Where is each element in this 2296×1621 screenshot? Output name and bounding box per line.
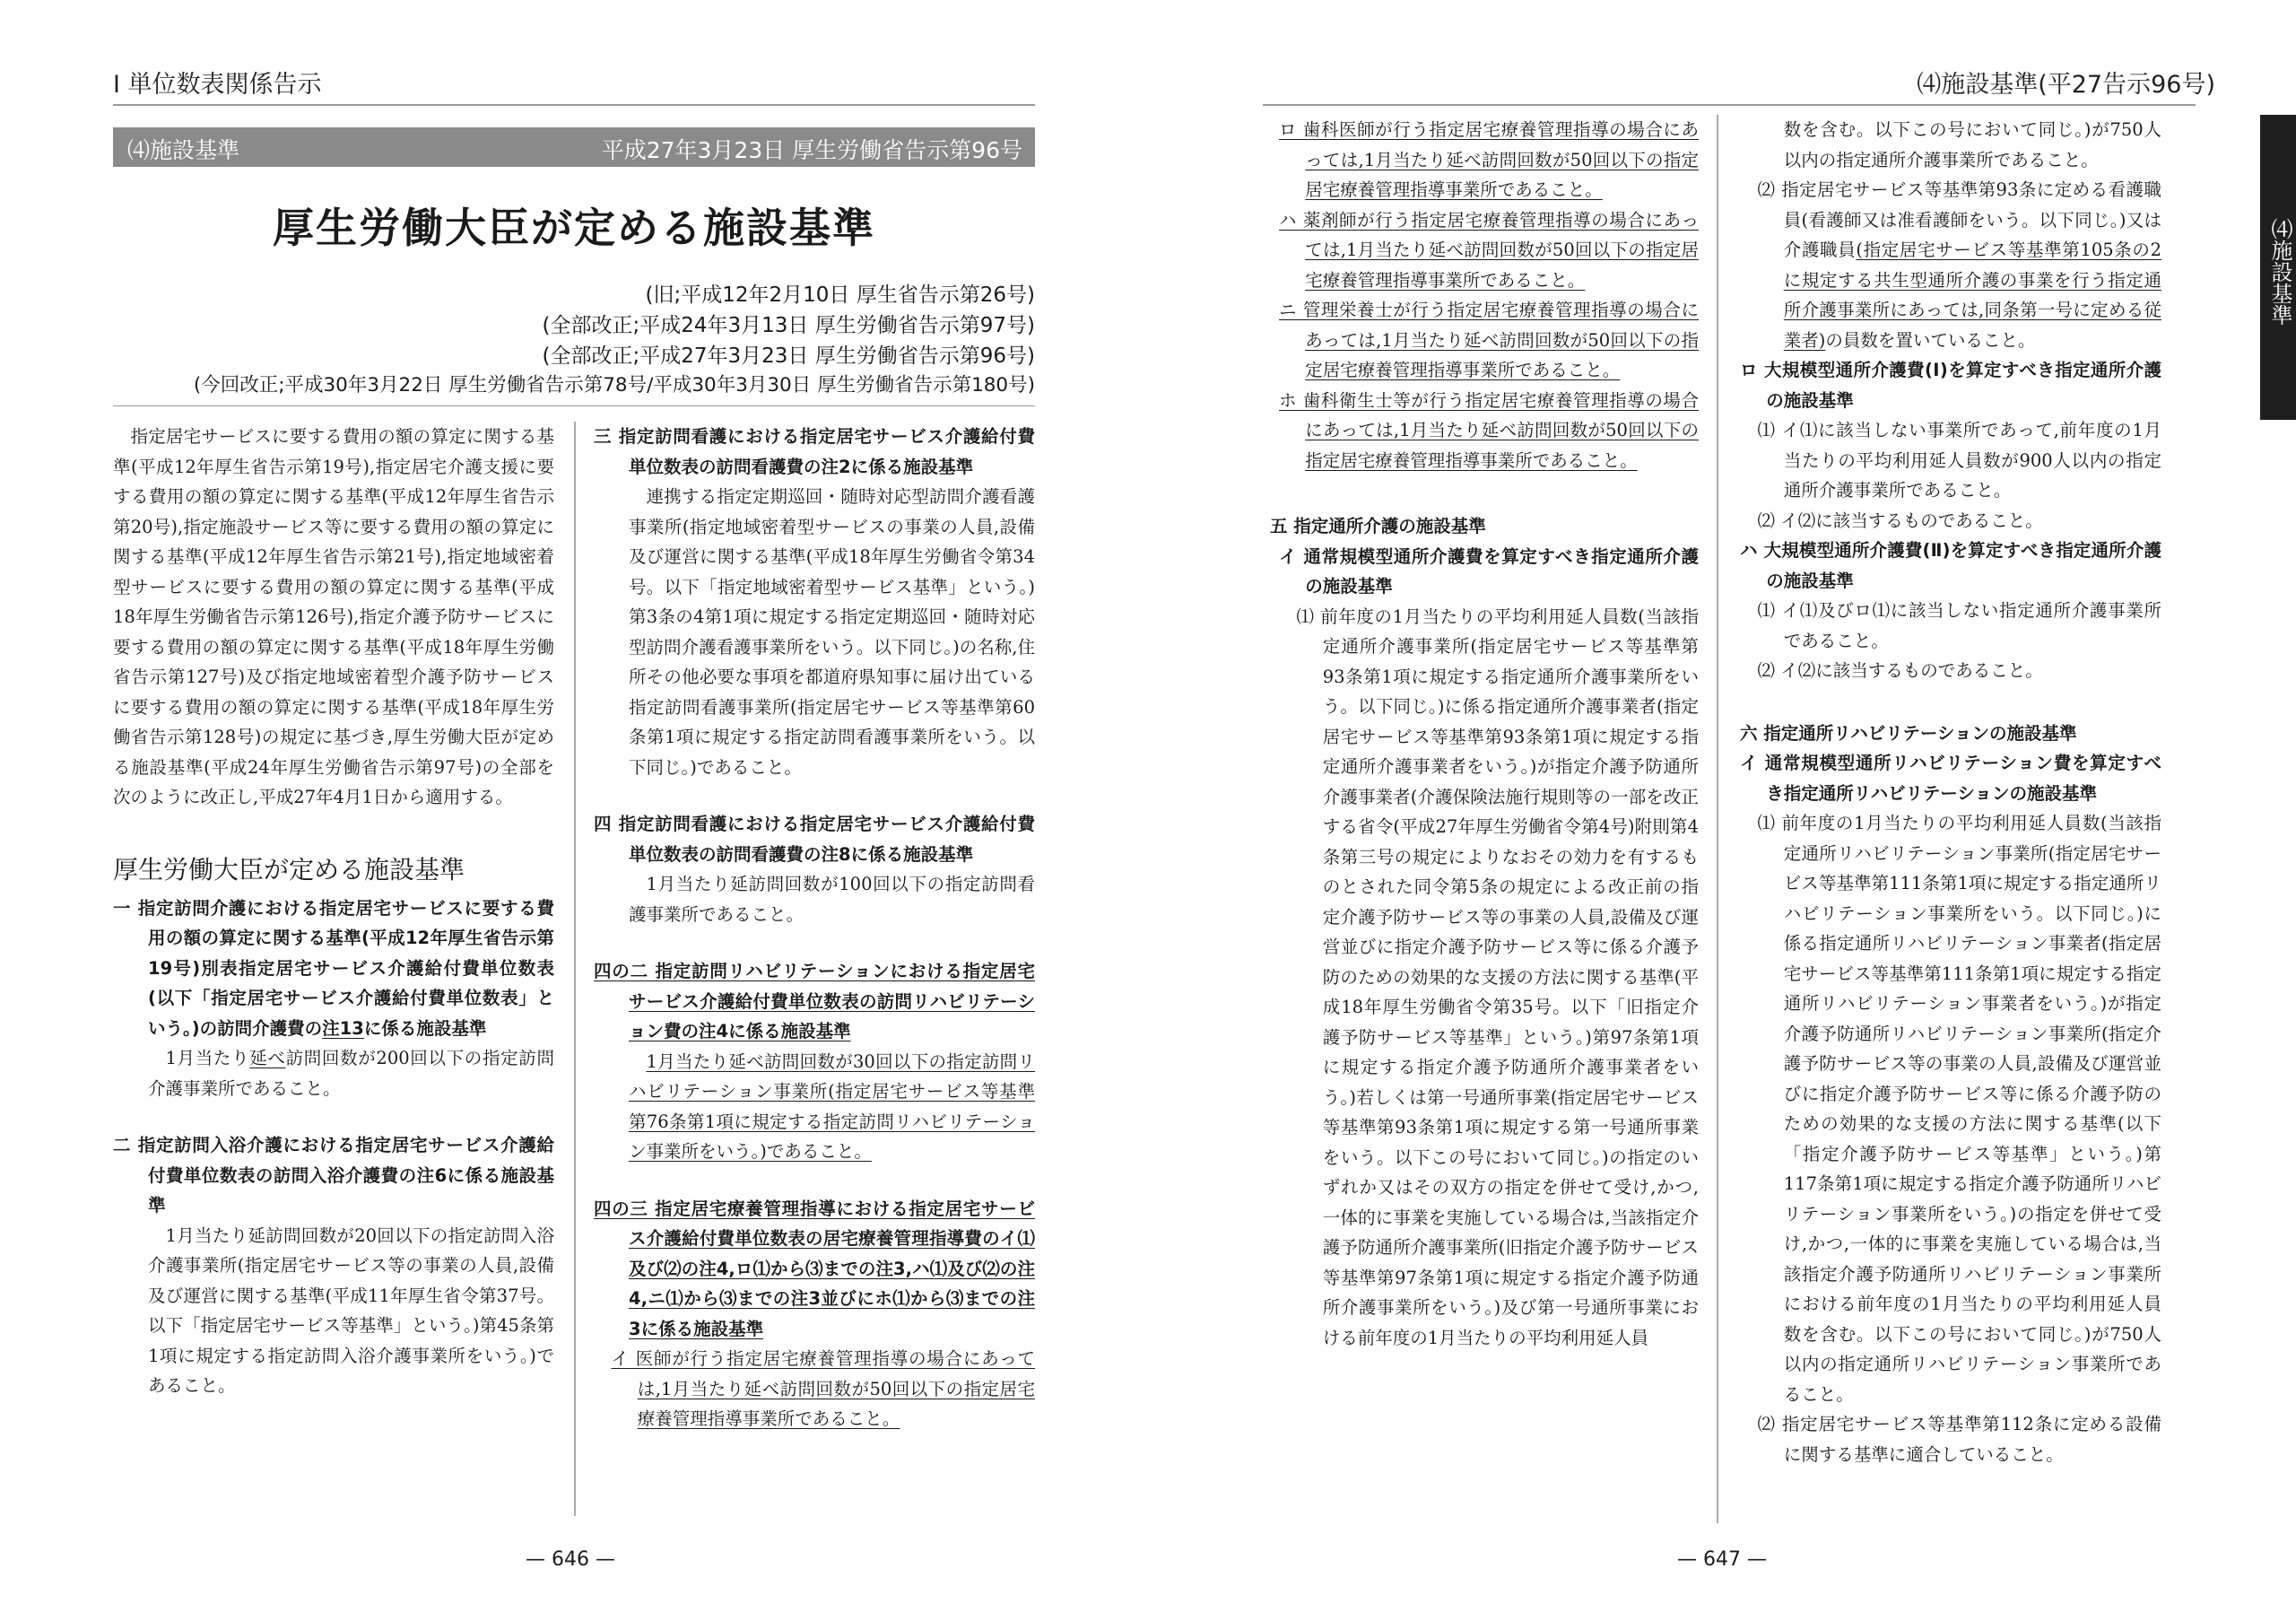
item-1-body: 1月当たり延べ訪問回数が200回以下の指定訪問介護事業所であること。 xyxy=(148,1048,554,1099)
item-4-3-heading: 四の三 指定居宅療養管理指導における指定居宅サービス介護給付費単位数表の居宅療養管理指導費のイ⑴及び⑵の注4,ロ⑴から⑶までの注3,ハ⑴及び⑵の注4,ニ⑴から⑶までの注3並びにホ⑴から⑶までの注3に係る施設基準 xyxy=(594,1198,1035,1339)
item-5-ro-2: ⑵ イ⑵に該当するものであること。 xyxy=(1757,510,2043,531)
item-4-3-i: イ 医師が行う指定居宅療養管理指導の場合にあっては,1月当たり延べ訪問回数が50回以下の指定居宅療養管理指導事業所であること。 xyxy=(611,1348,1035,1429)
right-column-1 xyxy=(1270,115,1699,1353)
item-3-heading: 三 指定訪問看護における指定居宅サービス介護給付費単位数表の訪問看護費の注2に係る施設基準 xyxy=(594,426,1035,477)
section-title: 厚生労働大臣が定める施設基準 xyxy=(113,854,465,885)
item-4-heading: 四 指定訪問看護における指定居宅サービス介護給付費単位数表の訪問看護費の注8に係る施設基準 xyxy=(594,814,1035,865)
item-5-ro-1: ⑴ イ⑴に該当しない事業所であって,前年度の1月当たりの平均利用延人員数が900人以内の指定通所介護事業所であること。 xyxy=(1757,420,2161,501)
header-rule-right xyxy=(1263,104,2196,106)
banner-notice-number: 平成27年3月23日 厚生労働省告示第96号 xyxy=(601,137,1022,163)
column-divider-left xyxy=(574,422,576,1516)
item-5-i-1: ⑴ 前年度の1月当たりの平均利用延人員数(当該指定通所介護事業所(指定居宅サービス等基準第93条第1項に規定する指定通所介護事業所をいう。以下同じ。)に係る指定通所介護事業者(指定居宅サービス等基準第93条第1項に規定する指定通所介護事業者をいう。)が指定介護予防通所介護事業者(介護保険法施行規則等の一部を改正する省令(平成27年厚生労働省令第4号)附則第4条第三号の規定によりなおその効力を有するものとされた同令第5条の規定による改正前の指定介護予防サービス等の事業の人員,設備及び運営並びに指定介護予防サービス等に係る介護予防のための効果的な支援の方法に関する基準(平成18年厚生労働省令第35号。以下「旧指定介護予防サービス等基準」という。)第97条第1項に規定する指定介護予防通所介護事業者をいう。)若しくは第一号通所事業(指定居宅サービス等基準第93条第1項に規定する第一号通所事業をいう。以下この号において同じ。)の指定のいずれか又はその双方の指定を併せて受け,かつ,一体的に事業を実施している場合は,当該指定介護予防通所介護事業所(旧指定介護予防サービス等基準第97条第1項に規定する指定介護予防通所介護事業所をいう。)及び第一号通所事業における前年度の1月当たりの平均利用延人員 xyxy=(1296,606,1699,1348)
banner-section-label: ⑷施設基準 xyxy=(127,137,240,163)
item-5-i-2: ⑵ 指定居宅サービス等基準第93条に定める看護職員(看護師又は准看護師をいう。以下同じ。)又は介護職員(指定居宅サービス等基準第105条の2に規定する共生型通所介護の事業を行う指定通所介護事業所にあっては,同条第一号に定める従業者)の員数を置いていること。 xyxy=(1757,179,2161,351)
page-number-left: — 646 — xyxy=(526,1548,615,1571)
history-line-3: (全部改正;平成27年3月23日 厚生労働省告示第96号) xyxy=(542,344,1035,368)
item-6-i-2: ⑵ 指定居宅サービス等基準第112条に定める設備に関する基準に適合していること。 xyxy=(1757,1414,2161,1465)
main-title: 厚生労働大臣が定める施設基準 xyxy=(273,204,875,252)
preamble-paragraph: 指定居宅サービスに要する費用の額の算定に関する基準(平成12年厚生省告示第19号),指定居宅介護支援に要する費用の額の算定に関する基準(平成12年厚生省告示第20号),指定施設サービス等に要する費用の額の算定に関する基準(平成12年厚生省告示第21号),指定地域密着型サービスに要する費用の額の算定に関する基準(平成18年厚生労働省告示第126号),指定介護予防サービスに要する費用の額の算定に関する基準(平成18年厚生労働省告示第127号)及び指定地域密着型介護予防サービスに要する費用の額の算定に関する基準(平成18年厚生労働省告示第128号)の規定に基づき,厚生労働大臣が定める施設基準(平成24年厚生労働省告示第97号)の全部を次のように改正し,平成27年4月1日から適用する。 xyxy=(113,426,554,807)
item-4-body: 1月当たり延訪問回数が100回以下の指定訪問看護事業所であること。 xyxy=(629,874,1035,925)
item-2-body: 1月当たり延訪問回数が20回以下の指定訪問入浴介護事業所(指定居宅サービス等の事業の人員,設備及び運営に関する基準(平成11年厚生省令第37号。以下「指定居宅サービス等基準」という。)第45条第1項に規定する指定訪問入浴介護事業所をいう。)であること。 xyxy=(148,1224,554,1396)
page-number-right: — 647 — xyxy=(1677,1548,1767,1571)
item-4-3-ho: ホ 歯科衛生士等が行う指定居宅療養管理指導の場合にあっては,1月当たり延べ訪問回数が50回以下の指定居宅療養管理指導事業所であること。 xyxy=(1279,389,1699,471)
item-5-i-heading: イ 通常規模型通所介護費を算定すべき指定通所介護の施設基準 xyxy=(1279,545,1699,597)
running-header-right: ⑷施設基準(平27告示96号) xyxy=(1917,71,2215,99)
section-banner xyxy=(113,127,1035,167)
item-2-heading: 二 指定訪問入浴介護における指定居宅サービス介護給付費単位数表の訪問入浴介護費の注6に係る施設基準 xyxy=(113,1135,554,1216)
item-4-3-ro: ロ 歯科医師が行う指定居宅療養管理指導の場合にあっては,1月当たり延べ訪問回数が50回以下の指定居宅療養管理指導事業所であること。 xyxy=(1279,119,1699,200)
left-column-2 xyxy=(594,422,1035,1434)
item-5-ha-2: ⑵ イ⑵に該当するものであること。 xyxy=(1757,660,2043,681)
item-4-3-ni: ニ 管理栄養士が行う指定居宅療養管理指導の場合にあっては,1月当たり延べ訪問回数が50回以下の指定居宅療養管理指導事業所であること。 xyxy=(1279,300,1699,380)
history-line-1: (旧;平成12年2月10日 厚生省告示第26号) xyxy=(645,283,1035,307)
item-5-ha-1: ⑴ イ⑴及びロ⑴に該当しない指定通所介護事業所であること。 xyxy=(1757,600,2161,651)
side-tab: ⑷施設基準 xyxy=(2260,115,2296,420)
column-divider-right xyxy=(1717,115,1718,1523)
item-6-i-heading: イ 通常規模型通所リハビリテーション費を算定すべき指定通所リハビリテーションの施設基準 xyxy=(1740,753,2161,804)
history-line-2: (全部改正;平成24年3月13日 厚生労働省告示第97号) xyxy=(542,314,1035,337)
running-header-left: Ⅰ 単位数表関係告示 xyxy=(113,71,322,99)
item-5-i-1-continued: 数を含む。以下この号において同じ。)が750人以内の指定通所介護事業所であること。 xyxy=(1783,119,2161,170)
item-5-ha-heading: ハ 大規模型通所介護費(Ⅱ)を算定すべき指定通所介護の施設基準 xyxy=(1740,540,2161,591)
item-4-2-body: 1月当たり延べ訪問回数が30回以下の指定訪問リハビリテーション事業所(指定居宅サービス等基準第76条第1項に規定する指定訪問リハビリテーション事業所をいう。)であること。 xyxy=(629,1050,1035,1162)
history-rule xyxy=(113,405,1035,406)
item-4-2-heading: 四の二 指定訪問リハビリテーションにおける指定居宅サービス介護給付費単位数表の訪問リハビリテーション費の注4に係る施設基準 xyxy=(594,961,1035,1041)
right-page xyxy=(1148,0,2296,1621)
item-1-heading: 一 指定訪問介護における指定居宅サービスに要する費用の額の算定に関する基準(平成12年厚生省告示第19号)別表指定居宅サービス介護給付費単位数表(以下「指定居宅サービス介護給付費単位数表」という。)の訪問介護費の注13に係る施設基準 xyxy=(113,897,554,1039)
item-3-body: 連携する指定定期巡回・随時対応型訪問介護看護事業所(指定地域密着型サービスの事業の人員,設備及び運営に関する基準(平成18年厚生労働省令第34号。以下「指定地域密着型サービス基準」という。)第3条の4第1項に規定する指定定期巡回・随時対応型訪問介護看護事業所をいう。以下同じ。)の名称,住所その他必要な事項を都道府県知事に届け出ている指定訪問看護事業所(指定居宅サービス等基準第60条第1項に規定する指定訪問看護事業所をいう。以下同じ。)であること。 xyxy=(629,486,1035,778)
item-6-heading: 六 指定通所リハビリテーションの施設基準 xyxy=(1740,722,2077,744)
item-4-3-ha: ハ 薬剤師が行う指定居宅療養管理指導の場合にあっては,1月当たり延べ訪問回数が50回以下の指定居宅療養管理指導事業所であること。 xyxy=(1279,209,1699,291)
item-6-i-1: ⑴ 前年度の1月当たりの平均利用延人員数(当該指定通所リハビリテーション事業所(指定居宅サービス等基準第111条第1項に規定する指定通所リハビリテーション事業所をいう。以下同じ。)に係る指定通所リハビリテーション事業者(指定居宅サービス等基準第111条第1項に規定する指定通所リハビリテーション事業者をいう。)が指定介護予防通所リハビリテーション事業所(指定介護予防サービス等の事業の人員,設備及び運営並びに指定介護予防サービス等に係る介護予防のための効果的な支援の方法に関する基準(以下「指定介護予防サービス等基準」という。)第117条第1項に規定する指定介護予防通所リハビリテーション事業所をいう。)の指定を併せて受け,かつ,一体的に事業を実施している場合は,当該指定介護予防通所リハビリテーション事業所における前年度の1月当たりの平均利用延人員数を含む。以下この号において同じ。)が750人以内の指定通所リハビリテーション事業所であること。 xyxy=(1757,813,2161,1405)
item-5-heading: 五 指定通所介護の施設基準 xyxy=(1270,516,1486,536)
left-column-1 xyxy=(113,422,554,1401)
header-rule xyxy=(113,104,1035,106)
right-column-2 xyxy=(1740,115,2161,1469)
history-line-4: (今回改正;平成30年3月22日 厚生労働省告示第78号/平成30年3月30日 厚生労働省告示第180号) xyxy=(193,374,1035,397)
item-5-ro-heading: ロ 大規模型通所介護費(Ⅰ)を算定すべき指定通所介護の施設基準 xyxy=(1740,360,2161,411)
